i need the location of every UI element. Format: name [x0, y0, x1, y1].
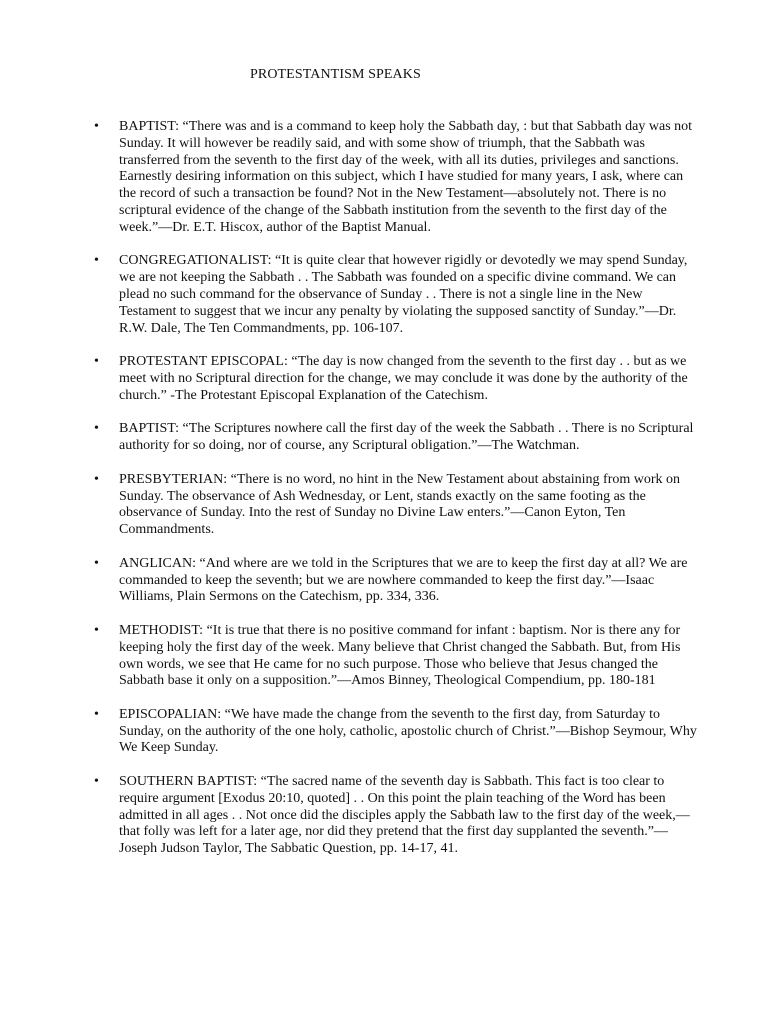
quote-list	[94, 119, 700, 875]
list-item-southern-baptist	[94, 774, 700, 858]
list-item-text: PROTESTANT EPISCOPAL: “The day is now changed from the seventh to the first day . . but as we meet with no Scriptural direction for the change, we may conclude it was done by the authority of the church.” -The Protestant Episcopal Explanation of the Catechism.	[119, 354, 688, 403]
bullet-icon: •	[94, 555, 99, 571]
list-item-methodist	[94, 623, 700, 690]
bullet-icon: •	[94, 706, 99, 722]
list-item-text: BAPTIST: “There was and is a command to keep holy the Sabbath day, : but that Sabbath day was not Sunday. It will however be readily said, and with some show of triumph, that the Sabbath was transferred from the seventh to the first day of the week, with all its duties, privileges and sanctions. Earnestly desiring information on this subject, which I have studied for many years, I ask, where can the record of such a transaction be found? Not in the New Testament—absolutely not. There is no scriptural evidence of the change of the Sabbath institution from the seventh to the first day of the week.”—Dr. E.T. Hiscox, author of the Baptist Manual.	[119, 119, 693, 235]
bullet-icon: •	[94, 354, 99, 370]
page-title: PROTESTANTISM SPEAKS	[250, 67, 421, 82]
bullet-icon: •	[94, 421, 99, 437]
bullet-icon: •	[94, 253, 99, 269]
list-item-text: METHODIST: “It is true that there is no positive command for infant : baptism. Nor is there any for keeping holy the first day of the week. Many believe that Christ changed the Sabbath. But, from His own words, we see that He came for no such purpose. Those who believe that Jesus changed the Sabbath base it only on a supposition.”—Amos Binney, Theological Compendium, pp. 180-181	[119, 622, 681, 689]
list-item-baptist-watchman	[94, 421, 700, 455]
list-item-text: ANGLICAN: “And where are we told in the Scriptures that we are to keep the first day at all? We are commanded to keep the seventh; but we are nowhere commanded to keep the first day.”—Isaac Williams, Plain Sermons on the Catechism, pp. 334, 336.	[119, 555, 688, 605]
list-item-episcopalian	[94, 707, 700, 757]
list-item-protestant-episcopal	[94, 354, 700, 404]
bullet-icon: •	[94, 119, 99, 134]
bullet-icon: •	[94, 622, 99, 638]
list-item-text: PRESBYTERIAN: “There is no word, no hint in the New Testament about abstaining from work on Sunday. The observance of Ash Wednesday, or Lent, stands exactly on the same footing as the observance of Sunday. Into the rest of Sunday no Divine Law enters.”—Canon Eyton, Ten Commandments.	[119, 471, 681, 538]
list-item-text: SOUTHERN BAPTIST: “The sacred name of the seventh day is Sabbath. This fact is too clear to require argument [Exodus 20:10, quoted] . . On this point the plain teaching of the Word has been admitted in all ages . . Not once did the disciples apply the Sabbath law to the first day of the week,—that folly was left for a later age, nor did they pretend that the first day supplanted the seventh.”—Joseph Judson Taylor, The Sabbatic Question, pp. 14-17, 41.	[119, 774, 690, 857]
list-item-presbyterian	[94, 472, 700, 539]
list-item-anglican	[94, 556, 700, 606]
bullet-icon: •	[94, 471, 99, 487]
list-item-text: EPISCOPALIAN: “We have made the change from the seventh to the first day, from Saturday to Sunday, on the authority of the one holy, catholic, apostolic church of Christ.”—Bishop Seymour, Why We Keep Sunday.	[119, 706, 697, 756]
list-item-text: CONGREGATIONALIST: “It is quite clear that however rigidly or devotedly we may spend Sunday, we are not keeping the Sabbath . . The Sabbath was founded on a specific divine command. We can plead no such command for the observance of Sunday . . There is not a single line in the New Testament to suggest that we incur any penalty by violating the supposed sanctity of Sunday.”—Dr. R.W. Dale, The Ten Commandments, pp. 106-107.	[119, 253, 688, 336]
bullet-icon: •	[94, 774, 99, 790]
list-item-baptist-hiscox	[94, 119, 700, 237]
list-item-congregationalist	[94, 253, 700, 337]
list-item-text: BAPTIST: “The Scriptures nowhere call the first day of the week the Sabbath . . There is no Scriptural authority for so doing, nor of course, any Scriptural obligation.”—The Watchman.	[119, 421, 694, 454]
